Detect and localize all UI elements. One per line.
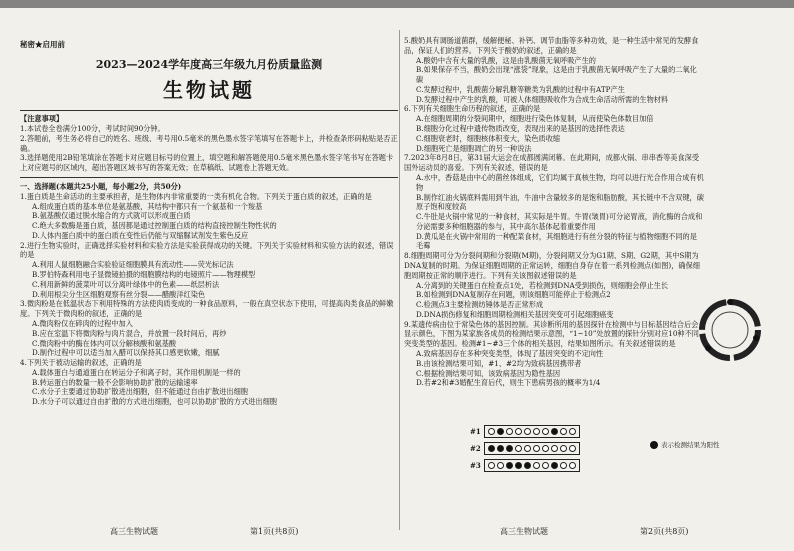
question-line: C.牛肚是火锅中常见的一种食材，其实际是牛胃。牛胃(皱胃)可分泌胃液，消化酶的合成和分泌需要多种细胞器的参与，其中高尔基体起着重要作用 <box>416 212 703 231</box>
question-line: A.微肉粉仅在碎肉的过程中加入 <box>32 318 133 328</box>
question-line: C.水分子主要通过协助扩散进出细胞，但不能通过自由扩散进出细胞 <box>32 387 248 397</box>
question-line: D.细胞死亡是细胞凋亡的另一种说法 <box>416 143 532 153</box>
question-line: C.微肉粉中的酶在体内可以分解核酸和氨基酸 <box>32 338 177 348</box>
left-questions <box>20 192 398 407</box>
notice-item: 2.答题前，考生务必将自己的姓名、班级、考号用0.5毫米的黑色墨水签字笔填写在答题卡上，并检查条形码粘贴是否正确。 <box>20 133 398 153</box>
exam-title: 2023—2024学年度高三年级九月份质量监测 <box>95 58 323 72</box>
gel-lane-box <box>484 425 580 438</box>
probe-dot <box>515 462 522 469</box>
probe-dot <box>506 462 513 469</box>
question-line: A.利用人鼠细胞融合实验验证细胞膜具有流动性——荧光标记法 <box>32 260 234 270</box>
question-line: D.制作过程中可以适当加入醋可以保持其口感更软嫩，细腻 <box>32 348 220 358</box>
footer-page-right: 第2页(共8页) <box>640 527 689 536</box>
section-heading: 一、选择题(本题共25小题，每小题2分，共50分) <box>20 182 182 192</box>
probe-dot <box>533 462 540 469</box>
question-line: C.检测点3主要检测纺锤体是否正常形成 <box>416 300 544 310</box>
probe-dot <box>497 462 504 469</box>
gel-legend <box>650 440 720 449</box>
probe-dot <box>542 445 549 452</box>
question-line: 6.下列有关细胞生命历程的叙述，正确的是 <box>404 104 541 114</box>
gel-rows <box>470 425 580 472</box>
right-page <box>404 36 786 506</box>
question-line: 8.细胞周期可分为分裂间期和分裂期(M期)，分裂间期又分为G1期、S期、G2期，其中S期为DNA复制的时期。为保证细胞周期的正常运转，细胞自身存在着一系列检测点(如图)，确保细胞周期按正常的顺序进行。下列有关该图叙述错误的是 <box>404 251 700 280</box>
question-line: D.发酵过程中产生的乳酸，可被人体细胞吸收作为合成生命活动所需的生物材料 <box>416 94 669 104</box>
probe-dot <box>569 462 576 469</box>
legend-text: 表示检测结果为阳性 <box>661 441 720 449</box>
probe-dot <box>488 428 495 435</box>
probe-dot <box>560 462 567 469</box>
probe-dot <box>524 462 531 469</box>
question-line: C.细胞衰老时，细胞核体积变大，染色质收缩 <box>416 133 561 143</box>
question-line: C.利用新鲜的菠菜叶可以分离叶绿体中的色素——纸层析法 <box>32 279 220 289</box>
question-line: 7.2023年8月8日，第31届大运会在成都圆满闭幕。在此期间，成都火锅、串串香等美食深受国外运动员的喜爱。下列有关叙述，错误的是 <box>404 153 700 173</box>
notice-item: 1.本试卷全卷满分100分，考试时间90分钟。 <box>20 124 165 134</box>
page-divider <box>399 30 400 530</box>
question-line: B.如果保存不当，酸奶会出现“涨袋”现象，这是由于乳酸菌无氧呼吸产生了大量的二氧化碳 <box>416 65 697 85</box>
question-line: A.水中，香菇是由中心的菌丝体组成，它们均属于真核生物，均可以进行光合作用合成有机物 <box>416 172 704 192</box>
question-line: B.应在室温下将微肉粉与肉片混合，并放置一段时间后，再炒 <box>32 328 227 338</box>
question-line: 2.进行生物实验时，正确选择实验材料和实验方法是实验获得成功的关键。下列关于实验材料和实验方法的叙述，错误的是 <box>20 240 394 260</box>
scan-edge <box>0 0 794 8</box>
question-line: B.罗伯特森利用电子显微镜拍摄的细胞膜结构的电镜照片——物理模型 <box>32 270 256 280</box>
question-line: C.发酵过程中，乳酸菌分解乳糖等糖类为乳酸的过程中有ATP产生 <box>416 84 625 94</box>
probe-dot <box>542 428 549 435</box>
right-questions <box>404 36 704 388</box>
question-line: A.致病基因存在多种突变类型，体现了基因突变的不定向性 <box>416 349 604 358</box>
probe-dot <box>497 428 504 435</box>
probe-dot <box>506 428 513 435</box>
question-line: 5.酸奶具有调肠道菌群，缓解便秘、补钙、调节血脂等多种功效，是一种生活中常见的发酵食品，保证人们的营养。下列关于酸奶的叙述，正确的是 <box>404 36 699 55</box>
question-line: B.细胞分化过程中遗传物质改变，表现出来的是基因的选择性表达 <box>416 124 625 134</box>
footer-subject-right: 高三生物试题 <box>500 527 548 536</box>
probe-dot <box>488 445 495 452</box>
question-line: 4.下列关于被动运输的叙述，正确的是 <box>20 358 142 368</box>
question-line: D.DNA损伤修复和细胞周期检测相关基因突变可引起细胞癌变 <box>416 309 614 319</box>
probe-dot <box>515 428 522 435</box>
gel-lane-box <box>484 459 580 472</box>
gel-row <box>470 425 580 438</box>
probe-dot <box>533 428 540 435</box>
question-line: A.载体蛋白与通道蛋白在转运分子和离子时，其作用机制是一样的 <box>32 367 241 377</box>
question-line: C.根据检测结果可知，该致病基因为隐性基因 <box>416 368 561 378</box>
question-line: A.在细胞周期的分裂间期中，细胞进行染色体复制，从而使染色体数目加倍 <box>416 114 654 124</box>
probe-dot <box>506 445 513 452</box>
question-line: D.人体内蛋白质中的蛋白质在变性后仍能与双缩脲试剂发生紫色反应 <box>32 230 249 240</box>
probe-dot <box>542 462 549 469</box>
footer-page-left: 第1页(共8页) <box>250 527 299 536</box>
positive-dot-icon <box>650 441 658 449</box>
gel-row <box>470 442 580 455</box>
probe-dot <box>551 428 558 435</box>
gel-row-label: #3 <box>470 461 481 470</box>
question-line: B.如检测到DNA复制存在问题，则该细胞可能停止于检测点2 <box>416 290 611 300</box>
probe-dot <box>551 445 558 452</box>
probe-dot <box>524 445 531 452</box>
notice-head: 【注意事项】 <box>20 114 64 124</box>
question-line: D.若#2和#3婚配生育后代，则生下患病男孩的概率为1/4 <box>416 378 601 388</box>
secret-label: 秘密★启用前 <box>20 40 65 49</box>
question-line: B.氨基酸仅通过脱水缩合的方式就可以形成蛋白质 <box>32 211 191 221</box>
gel-row-label: #1 <box>470 427 481 436</box>
gel-row <box>470 459 580 472</box>
left-page <box>20 40 398 510</box>
probe-dot <box>515 445 522 452</box>
probe-dot <box>488 462 495 469</box>
notice-item: 3.选择题使用2B铅笔填涂在答题卡对应题目标号的位置上，填空题和解答题使用0.5毫米黑色墨水签字笔书写在答题卡上对应题号的区域内，超出答题区域书写的答案无效；在草稿纸、试题卷上答题无效。 <box>20 153 394 173</box>
question-line: B.制作红油火锅底料需用到牛油，牛油中含量较多的是饱和脂肪酸，其长链中不含双键，碳原子饱和度较高 <box>416 192 704 212</box>
gel-row-label: #2 <box>470 444 481 453</box>
exam-subject: 生物试题 <box>163 78 255 103</box>
probe-dot <box>533 445 540 452</box>
probe-dot <box>560 428 567 435</box>
cell-cycle-diagram <box>690 290 780 370</box>
probe-dot <box>560 445 567 452</box>
question-line: B.由该检测结果可知，#1、#2均为致病基因携带者 <box>416 358 582 368</box>
probe-dot <box>569 428 576 435</box>
probe-dot <box>497 445 504 452</box>
question-line: B.转运蛋白的数量一般不会影响协助扩散的运输速率 <box>32 377 198 387</box>
footer-subject-left: 高三生物试题 <box>110 527 158 536</box>
question-line: C.绝大多数酶是蛋白质，基因都是通过控制蛋白质的结构直接控制生物性状的 <box>32 221 277 231</box>
question-line: 1.蛋白质是生命活动的主要承担者，是生物体内非常重要的一类有机化合物。下列关于蛋白质的叙述，正确的是 <box>20 191 372 201</box>
probe-dot <box>524 428 531 435</box>
question-line: A.组成蛋白质的基本单位是氨基酸，其结构中都只有一个氨基和一个羧基 <box>32 201 263 211</box>
probe-dot <box>569 445 576 452</box>
probe-dot <box>551 462 558 469</box>
question-line: A.酸奶中含有大量的乳酸，这是由乳酸菌无氧呼吸产生的 <box>416 55 596 65</box>
question-line: D.水分子可以通过自由扩散的方式进出细胞，也可以协助扩散的方式进出细胞 <box>32 397 277 407</box>
gel-lane-box <box>484 442 580 455</box>
question-line: D.黄瓜是在火锅中常用的一种配菜食材，其细胞进行有丝分裂的特征与植物细胞不同的是毛霉 <box>416 231 697 251</box>
gel-figure <box>470 425 580 476</box>
question-line: 9.某遗传病由位于常染色体的基因控制。其诊断所用的基因探针在检测中与目标基因结合后会显示颜色，下图为某家族各成员的检测结果示意图，“1~10”处放置的探针分别对应10种不同突变类型的基因。检测#1~#3三个体的相关基因，结果如图所示。有关叙述错误的是 <box>404 319 699 349</box>
notice-box <box>20 110 398 178</box>
question-line: 3.微肉粉是在低温状态下利用特殊的方法使肉质变成的一种食品原料，一般在真空状态下使用，可提高肉类食品的鲜嫩度。下列关于微肉粉的叙述，正确的是 <box>20 299 394 319</box>
question-line: A.分离到的关键蛋白在检查点1处，若检测到DNA受到损伤，则细胞会停止生长 <box>416 280 669 290</box>
question-line: D.利用根尖分生区细胞观察有丝分裂——醋酸洋红染色 <box>32 289 206 299</box>
